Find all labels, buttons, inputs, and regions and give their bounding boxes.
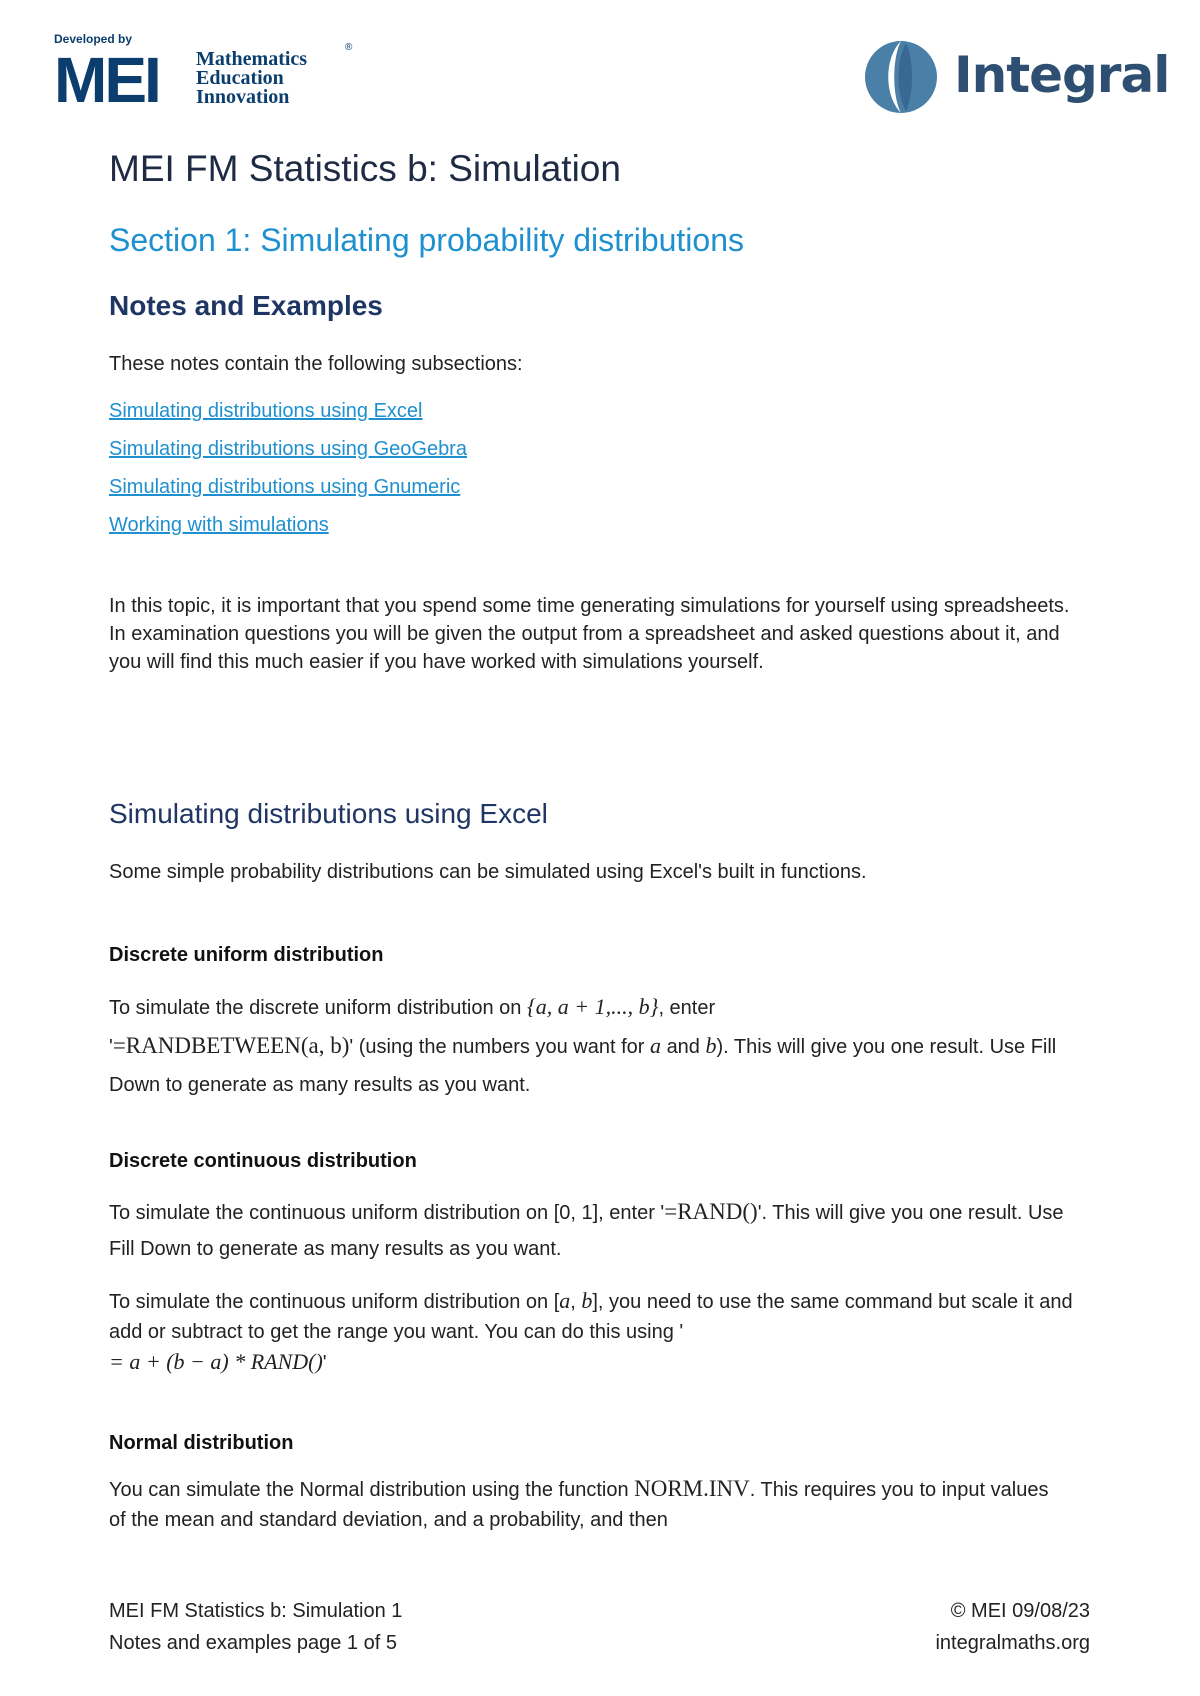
integral-logo [862, 38, 1170, 118]
du-formula: =RANDBETWEEN(a, b) [112, 1033, 350, 1058]
toc-link-gnumeric[interactable]: Simulating distributions using Gnumeric [109, 476, 461, 498]
du-text-2: , enter [658, 997, 716, 1019]
page-title: MEI FM Statistics b: Simulation [109, 148, 621, 189]
normal-text [109, 1474, 1069, 1535]
footer-left [109, 1595, 402, 1659]
toc-link-excel[interactable]: Simulating distributions using Excel [109, 400, 423, 422]
cu-formula-2: = a + (b − a) * RAND() [109, 1349, 323, 1374]
table-of-contents [109, 392, 467, 544]
footer-right [935, 1595, 1090, 1659]
integral-logo-icon [862, 38, 940, 116]
normal-heading: Normal distribution [109, 1432, 294, 1454]
footer-website: integralmaths.org [935, 1632, 1090, 1654]
toc-link-working[interactable]: Working with simulations [109, 514, 329, 536]
mei-logo [54, 32, 354, 116]
excel-intro: Some simple probability distributions can be simulated using Excel's built in functions. [109, 861, 867, 883]
cu-comma: , [570, 1291, 576, 1313]
toc-link-geogebra[interactable]: Simulating distributions using GeoGebra [109, 438, 467, 460]
normal-text-1: You can simulate the Normal distribution using the function [109, 1479, 629, 1501]
footer-page-number: Notes and examples page 1 of 5 [109, 1632, 397, 1654]
continuous-uniform-text-1 [109, 1194, 1089, 1267]
topic-paragraph: In this topic, it is important that you spend some time generating simulations for yourself using spreadsheets. In examination questions you will be given the output from a spreadsheet and asked questions about it, and you will find this much easier if you have worked with simulations yourself. [109, 595, 1070, 673]
mei-line-2: Education [196, 67, 284, 89]
du-quote: ' [109, 1036, 113, 1058]
registered-mark: ® [345, 42, 353, 53]
du-text-1: To simulate the discrete uniform distribution on [109, 997, 522, 1019]
cu-text-2: '. This will give you one result. Use Fill Down to generate as many results as you want. [109, 1202, 1064, 1260]
mei-line-3: Innovation [196, 86, 290, 108]
du-text-4: ). This will give you one result. Use Fill Down to generate as many results as you want. [109, 1036, 1057, 1096]
normal-text-2: . This requires you to input values of the mean and standard deviation, and a probability, and then [109, 1479, 1049, 1531]
discrete-uniform-heading: Discrete uniform distribution [109, 944, 384, 966]
cu-p2-c: ' [322, 1352, 327, 1374]
excel-heading: Simulating distributions using Excel [109, 798, 548, 829]
cu-p2-a: To simulate the continuous uniform distribution on [ [109, 1291, 560, 1313]
cu-text-1: To simulate the continuous uniform distribution on [0, 1], enter ' [109, 1202, 665, 1224]
section-title: Section 1: Simulating probability distributions [109, 222, 744, 258]
cu-p2-b: ], you need to use the same command but scale it and add or subtract to get the range you want. You can do this using ' [109, 1291, 1073, 1343]
discrete-uniform-text [109, 988, 1089, 1104]
footer-doc-title: MEI FM Statistics b: Simulation 1 [109, 1600, 403, 1622]
integral-wordmark: Integral [954, 46, 1170, 104]
continuous-uniform-heading: Discrete continuous distribution [109, 1150, 417, 1172]
cu-b: b [581, 1288, 593, 1313]
mei-line-1: Mathematics [196, 48, 308, 70]
notes-title: Notes and Examples [109, 290, 383, 321]
mei-logo-mark: MEI [54, 44, 159, 116]
normal-func: NORM.INV [634, 1476, 750, 1501]
du-a: a [650, 1033, 661, 1058]
du-set: {a, a + 1,..., b} [526, 994, 659, 1019]
mei-logo-words [196, 50, 307, 107]
footer-copyright: © MEI 09/08/23 [950, 1600, 1090, 1622]
intro-text: These notes contain the following subsections: [109, 353, 523, 375]
cu-formula: =RAND() [664, 1199, 758, 1224]
continuous-uniform-text-2 [109, 1286, 1099, 1378]
du-text-3: ' (using the numbers you want for [349, 1036, 645, 1058]
du-b: b [705, 1033, 717, 1058]
cu-a: a [559, 1288, 571, 1313]
du-and: and [666, 1036, 700, 1058]
mei-developed-by: Developed by [54, 32, 133, 46]
